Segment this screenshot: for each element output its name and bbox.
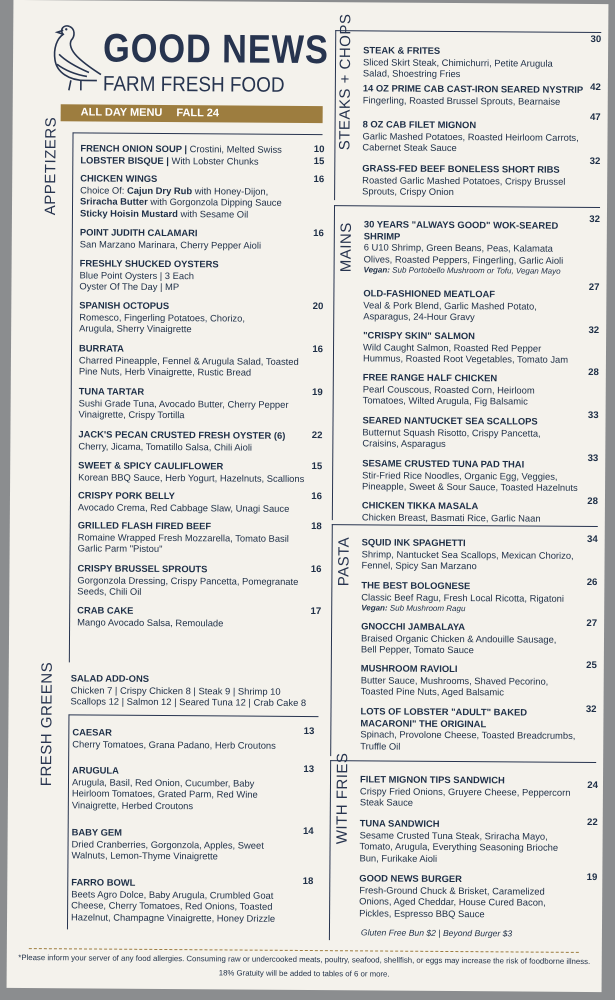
item-price: 13: [303, 763, 315, 776]
brand-name: GOOD NEWS: [102, 26, 329, 73]
item-price: 26: [586, 576, 598, 589]
menu-item: SESAME CRUSTED TUNA PAD THAI Stir-Fried Rice Noodles, Organic Egg, Veggies, Pineapple, Sweet & Sour Sauce, Toasted Hazelnuts: [362, 457, 578, 494]
menu-item: CRISPY BRUSSEL SPROUTS Gorgonzola Dressing, Crispy Pancetta, Pomegranate Seeds, Chili Oil: [77, 562, 299, 598]
menu-item: MUSHROOM RAVIOLI Butter Sauce, Mushrooms, Shaved Pecorino, Toasted Pine Nuts, Aged Balsamic: [360, 662, 549, 698]
menu-item: CHICKEN TIKKA MASALA Chicken Breast, Basmati Rice, Garlic Naan: [361, 499, 541, 524]
item-price: 19: [312, 387, 323, 399]
menu-item: FRENCH ONION SOUP | Crostini, Melted Swiss: [80, 142, 282, 155]
menu-label: ALL DAY MENU: [80, 106, 163, 119]
item-price: 16: [311, 491, 323, 503]
item-price: 27: [588, 281, 600, 294]
item-price: 24: [587, 779, 599, 792]
item-price: 15: [313, 156, 325, 168]
menu-item: LOBSTER BISQUE | With Lobster Chunks: [80, 154, 259, 167]
section-title-steaks: STEAKS + CHOPS: [336, 13, 355, 151]
menu-item: TUNA TARTAR Sushi Grade Tuna, Avocado Butter, Cherry Pepper Vinaigrette, Crispy Tortilla: [78, 385, 289, 421]
section-title-with-fries: WITH FRIES: [333, 752, 352, 845]
gratuity-notice: 18% Gratuity will be added to tables of 6 or more.: [218, 968, 390, 979]
item-price: 25: [586, 659, 597, 672]
footer-divider: [29, 948, 579, 953]
menu-item: SQUID INK SPAGHETTI Shrimp, Nantucket Sea Scallops, Mexican Chorizo, Fennel, Spicy San Marzano: [361, 536, 574, 572]
allergy-notice: *Please inform your server of any food allergies. Consuming raw or undercooked meats, poultry, seafood, shellfish, or eggs may increase the risk of foodborne illness.: [18, 952, 591, 966]
item-price: 16: [313, 174, 325, 186]
menu-page: [7, 0, 609, 992]
item-price: 34: [586, 533, 598, 546]
menu-item: 14 OZ PRIME CAB CAST-IRON SEARED NYSTRIP Fingerling, Roasted Brussel Sprouts, Bearnaise: [362, 82, 584, 107]
menu-item: THE BEST BOLOGNESE Classic Beef Ragu, Fresh Local Ricotta, Rigatoni Vegan: Sub Mushroom Ragu: [361, 579, 565, 614]
item-price: 32: [589, 155, 601, 168]
menu-item: SPANISH OCTOPUS Romesco, Fingerling Potatoes, Chorizo, Arugula, Sherry Vinaigrette: [79, 299, 245, 335]
menu-item: ARUGULA Arugula, Basil, Red Onion, Cucumber, Baby Heirloom Tomatoes, Grated Parm, Red Wine Vinaigrette, Herbed Croutons: [71, 764, 258, 811]
menu-item: POINT JUDITH CALAMARI San Marzano Marinara, Cherry Pepper Aioli: [79, 226, 262, 251]
menu-item: FARRO BOWL Beets Agro Dolce, Baby Arugula, Crumbled Goat Cheese, Cherry Tomatoes, Red Onions, Toasted Hazelnut, Champagne Vinaigrette, Honey Drizzle: [71, 876, 276, 924]
menu-item: OLD-FASHIONED MEATLOAF Veal & Pork Blend, Garlic Mashed Potato, Asparagus, 24-Hour Gravy: [363, 287, 537, 323]
menu-item: 30 YEARS "ALWAYS GOOD" WOK-SEARED SHRIMP 6 U10 Shrimp, Green Beans, Peas, Kalamata Olives, Roasted Peppers, Fingerling, Garlic Aioli Vegan: Sub Portobello Mushroom or Tofu, Vegan Mayo: [363, 218, 564, 277]
item-price: 10: [313, 144, 325, 156]
item-price: 32: [585, 703, 597, 716]
menu-item: STEAK & FRITES Sliced Skirt Steak, Chimichurri, Petite Arugula Salad, Shoestring Fries: [362, 44, 553, 80]
section-title-mains: MAINS: [337, 222, 355, 273]
item-price: 19: [586, 871, 598, 884]
item-price: 32: [588, 324, 600, 337]
item-price: 28: [588, 366, 599, 379]
menu-item: BURRATA Charred Pineapple, Fennel & Arugula Salad, Toasted Pine Nuts, Herb Vinaigrette, Rustic Bread: [78, 342, 299, 378]
menu-item: BABY GEM Dried Cranberries, Gorgonzola, Apples, Sweet Walnuts, Lemon-Thyme Vinaigrette: [71, 826, 264, 862]
menu-item: SWEET & SPICY CAULIFLOWER Korean BBQ Sauce, Herb Yogurt, Hazelnuts, Scallions: [78, 459, 305, 484]
item-price: 16: [312, 344, 324, 356]
item-price: 18: [302, 875, 314, 888]
menu-item: CHICKEN WINGS Choice Of: Cajun Dry Rub with Honey-Dijon, Sriracha Butter with Gorgonzola Dipping Sauce Sticky Hoisin Mustard with Sesame Oil: [79, 172, 282, 220]
menu-item: LOTS OF LOBSTER "ADULT" BAKED MACARONI" THE ORIGINAL Spinach, Provolone Cheese, Toasted Breadcrumbs, Truffle Oil: [360, 705, 576, 752]
section-title-appetizers: APPETIZERS: [41, 116, 60, 216]
menu-item: 8 OZ CAB FILET MIGNON Garlic Mashed Potatoes, Roasted Heirloom Carrots, Cabernet Steak Sauce: [362, 118, 579, 154]
menu-item: FRESHLY SHUCKED OYSTERS Blue Point Oysters | 3 Each Oyster Of The Day | MP: [79, 257, 219, 293]
item-price: 17: [310, 606, 322, 618]
salad-addons: SALAD ADD-ONS Chicken 7 | Crispy Chicken 8 | Steak 9 | Shrimp 10 Scallops 12 | Salmon 12 | Seared Tuna 12 | Crab Cake 8: [70, 672, 307, 709]
menu-item: FILET MIGNON TIPS SANDWICH Crispy Fried Onions, Gruyere Cheese, Peppercorn Steak Sauce: [359, 773, 571, 808]
item-price: 22: [587, 816, 598, 829]
menu-item: CAESAR Cherry Tomatoes, Grana Padano, Herb Croutons: [72, 726, 276, 751]
section-title-pasta: PASTA: [335, 536, 353, 587]
burger-note: Gluten Free Bun $2 | Beyond Burger $3: [360, 927, 513, 939]
item-price: 16: [310, 564, 322, 576]
menu-item: FREE RANGE HALF CHICKEN Pearl Couscous, Roasted Corn, Heirloom Tomatoes, Wilted Arugula, Fig Balsamic: [362, 371, 535, 407]
season-label: FALL 24: [176, 107, 220, 120]
menu-item: GRASS-FED BEEF BONELESS SHORT RIBS Roasted Garlic Mashed Potatoes, Crispy Brussel Sprouts, Crispy Onion: [362, 162, 566, 198]
menu-item: GNOCCHI JAMBALAYA Braised Organic Chicken & Andouille Sausage, Bell Pepper, Tomato Sauce: [360, 620, 557, 656]
brand-tagline: FARM FRESH FOOD: [102, 72, 285, 97]
menu-item: TUNA SANDWICH Sesame Crusted Tuna Steak, Sriracha Mayo, Tomato, Arugula, Everything Seasoning Brioche Bun, Furikake Aioli: [359, 817, 559, 864]
menu-item: SEARED NANTUCKET SEA SCALLOPS Butternut Squash Risotto, Crispy Pancetta, Craisins, Asparagus: [362, 414, 541, 450]
item-price: 22: [311, 430, 323, 442]
item-price: 27: [586, 617, 598, 630]
menu-item: GRILLED FLASH FIRED BEEF Romaine Wrapped Fresh Mozzarella, Tomato Basil Garlic Parm "Pistou": [77, 519, 289, 555]
menu-item: GOOD NEWS BURGER Fresh-Ground Chuck & Brisket, Caramelized Onions, Aged Cheddar, House Cured Bacon, Pickles, Espresso BBQ Sauce: [359, 872, 546, 920]
item-price: 14: [302, 825, 314, 838]
menu-item: CRISPY PORK BELLY Avocado Crema, Red Cabbage Slaw, Unagi Sauce: [77, 489, 290, 514]
item-price: 30: [590, 33, 602, 46]
item-price: 18: [311, 521, 322, 533]
item-price: 42: [590, 81, 601, 94]
item-price: 47: [589, 111, 601, 124]
menu-item: CRAB CAKE Mango Avocado Salsa, Remoulade: [77, 604, 224, 629]
item-price: 33: [587, 409, 599, 422]
item-price: 20: [312, 301, 324, 313]
item-price: 13: [303, 725, 315, 738]
item-price: 33: [587, 452, 599, 465]
item-price: 32: [589, 213, 600, 226]
item-price: 28: [587, 495, 599, 508]
item-price: 15: [311, 461, 323, 473]
menu-item: "CRISPY SKIN" SALMON Wild Caught Salmon, Roasted Red Pepper Hummus, Roasted Root Vegetables, Tomato Jam: [362, 329, 569, 366]
section-title-fresh-greens: FRESH GREENS: [37, 661, 56, 787]
menu-item: JACK'S PECAN CRUSTED FRESH OYSTER (6) Cherry, Jicama, Tomatillo Salsa, Chili Aioli: [78, 428, 286, 453]
item-price: 16: [313, 228, 324, 240]
menu-banner: [61, 104, 323, 123]
